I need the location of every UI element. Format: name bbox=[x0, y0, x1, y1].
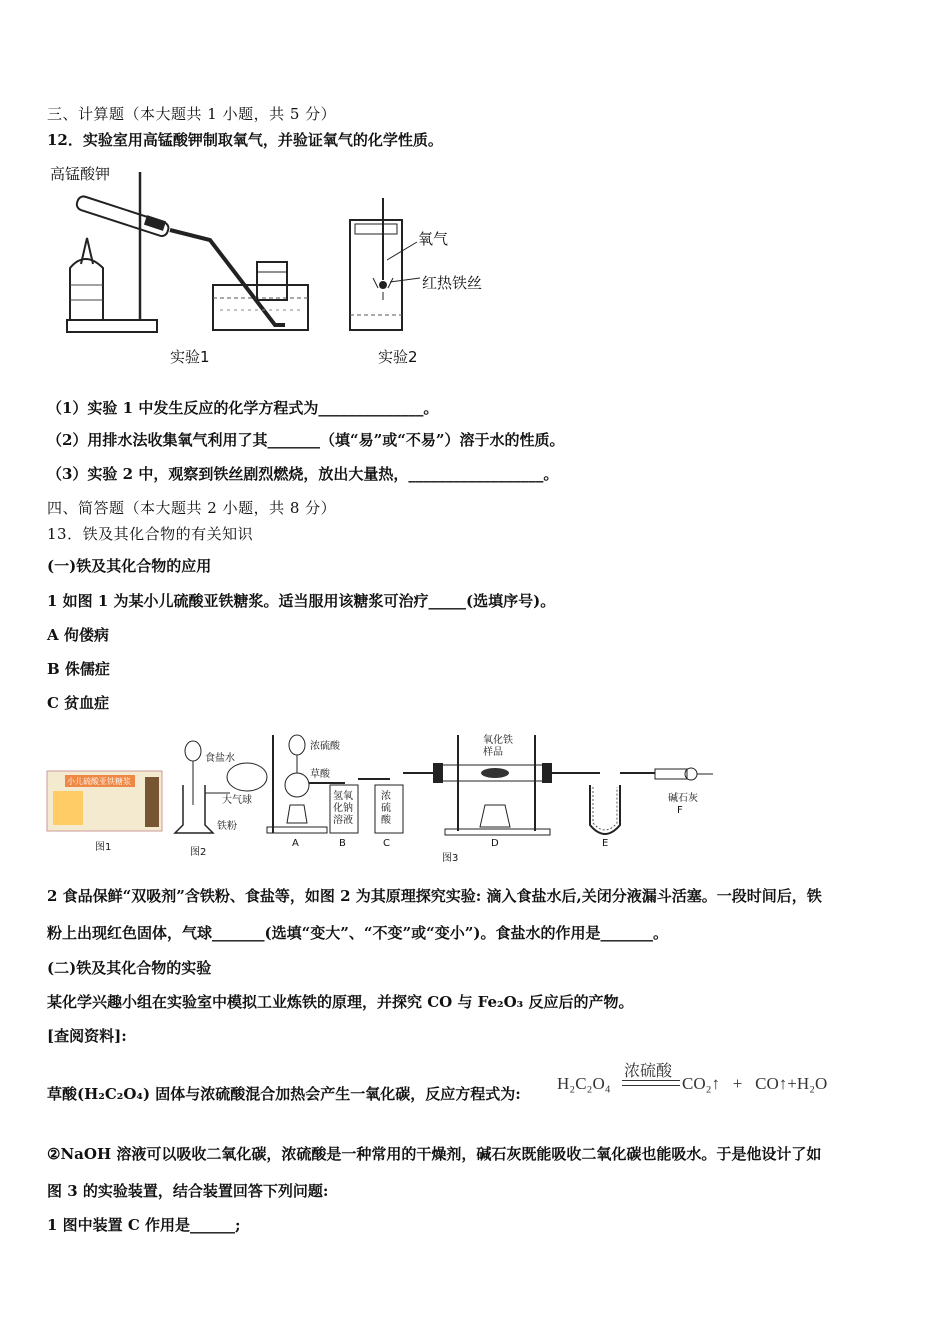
experiment-drawing bbox=[45, 160, 505, 370]
equation-products: CO₂↑ + CO↑+H₂O bbox=[682, 1074, 828, 1093]
reference-2-line1: ②NaOH 溶液可以吸收二氧化碳，浓硫酸是一种常用的干燥剂，碱石灰既能吸收二氧化碳也能吸水。于是他设计了如 bbox=[47, 1145, 822, 1163]
label-conc-h2so4: 浓硫酸 bbox=[310, 741, 340, 752]
section4-heading: 四、简答题（本大题共 2 小题，共 8 分） bbox=[47, 499, 337, 517]
experiment-figure-1-2 bbox=[45, 160, 505, 370]
caption-experiment-1: 实验1 bbox=[170, 348, 210, 366]
label-balloon: 大气球 bbox=[222, 795, 252, 806]
reference-title: [查阅资料]: bbox=[47, 1027, 127, 1045]
question-device-c: 1 图中装置 C 作用是______; bbox=[47, 1216, 241, 1234]
caption-experiment-2: 实验2 bbox=[378, 348, 418, 366]
part1-title: (一)铁及其化合物的应用 bbox=[47, 557, 212, 575]
label-c: C bbox=[383, 838, 390, 849]
label-b: B bbox=[339, 838, 346, 849]
equation-condition: 浓硫酸 bbox=[624, 1063, 673, 1080]
question-12-3: （3）实验 2 中，观察到铁丝剧烈燃烧，放出大量热，__________________。 bbox=[47, 465, 559, 483]
label-red-hot-wire: 红热铁丝 bbox=[422, 274, 483, 292]
caption-figure-1: 图1 bbox=[95, 842, 112, 853]
option-c: C 贫血症 bbox=[47, 694, 110, 712]
equation-arrow bbox=[622, 1080, 680, 1086]
apparatus-drawing bbox=[45, 725, 915, 865]
label-iron-oxide-sample: 氧化铁样品 bbox=[483, 735, 513, 758]
label-naoh-solution: 氢氧化钠溶液 bbox=[333, 791, 353, 826]
question-12: 12．实验室用高锰酸钾制取氧气，并验证氧气的化学性质。 bbox=[47, 131, 443, 149]
label-iron-powder: 铁粉 bbox=[217, 821, 237, 832]
intro-text: 某化学兴趣小组在实验室中模拟工业炼铁的原理，并探究 CO 与 Fe₂O₃ 反应后的产物。 bbox=[47, 993, 634, 1011]
label-e: E bbox=[602, 838, 609, 849]
caption-figure-2: 图2 bbox=[190, 847, 207, 858]
label-oxygen: 氧气 bbox=[418, 230, 449, 248]
reference-2-line2: 图 3 的实验装置，结合装置回答下列问题: bbox=[47, 1182, 329, 1200]
question-13: 13．铁及其化合物的有关知识 bbox=[47, 525, 254, 543]
label-salt-water: 食盐水 bbox=[205, 753, 235, 764]
figures-1-2-3 bbox=[45, 725, 915, 865]
label-oxalic-acid: 草酸 bbox=[310, 769, 330, 780]
part2-title: (二)铁及其化合物的实验 bbox=[47, 959, 212, 977]
sub-question-1: 1 如图 1 为某小儿硫酸亚铁糖浆。适当服用该糖浆可治疗_____(选填序号)。 bbox=[47, 592, 556, 610]
sub-question-2-line1: 2 食品保鲜“双吸剂”含铁粉、食盐等，如图 2 为其原理探究实验: 滴入食盐水后,关闭分液漏斗活塞。一段时间后，铁 bbox=[47, 887, 822, 905]
question-12-2: （2）用排水法收集氧气利用了其_______（填“易”或“不易”）溶于水的性质。 bbox=[47, 431, 565, 449]
label-conc-acid-c: 浓硫酸 bbox=[381, 791, 391, 826]
question-12-1: （1）实验 1 中发生反应的化学方程式为______________。 bbox=[47, 399, 439, 417]
section3-heading: 三、计算题（本大题共 1 小题，共 5 分） bbox=[47, 105, 337, 123]
label-f: F bbox=[677, 805, 683, 816]
equation-reactant: H₂C₂O₄ bbox=[557, 1074, 611, 1093]
box-title: 小儿硫酸亚铁糖浆 bbox=[67, 777, 131, 786]
label-d: D bbox=[491, 838, 499, 849]
label-a: A bbox=[292, 838, 299, 849]
caption-figure-3: 图3 bbox=[442, 853, 459, 864]
option-a: A 佝偻病 bbox=[47, 626, 109, 644]
option-b: B 侏儒症 bbox=[47, 660, 110, 678]
sub-question-2-line2: 粉上出现红色固体，气球_______(选填“变大”、“不变”或“变小”)。食盐水的作用是_______。 bbox=[47, 924, 668, 942]
label-kmno4: 高锰酸钾 bbox=[50, 165, 111, 183]
label-soda-lime: 碱石灰 bbox=[668, 793, 698, 804]
reference-1-text: 草酸(H₂C₂O₄) 固体与浓硫酸混合加热会产生一氧化碳，反应方程式为: bbox=[47, 1085, 521, 1103]
